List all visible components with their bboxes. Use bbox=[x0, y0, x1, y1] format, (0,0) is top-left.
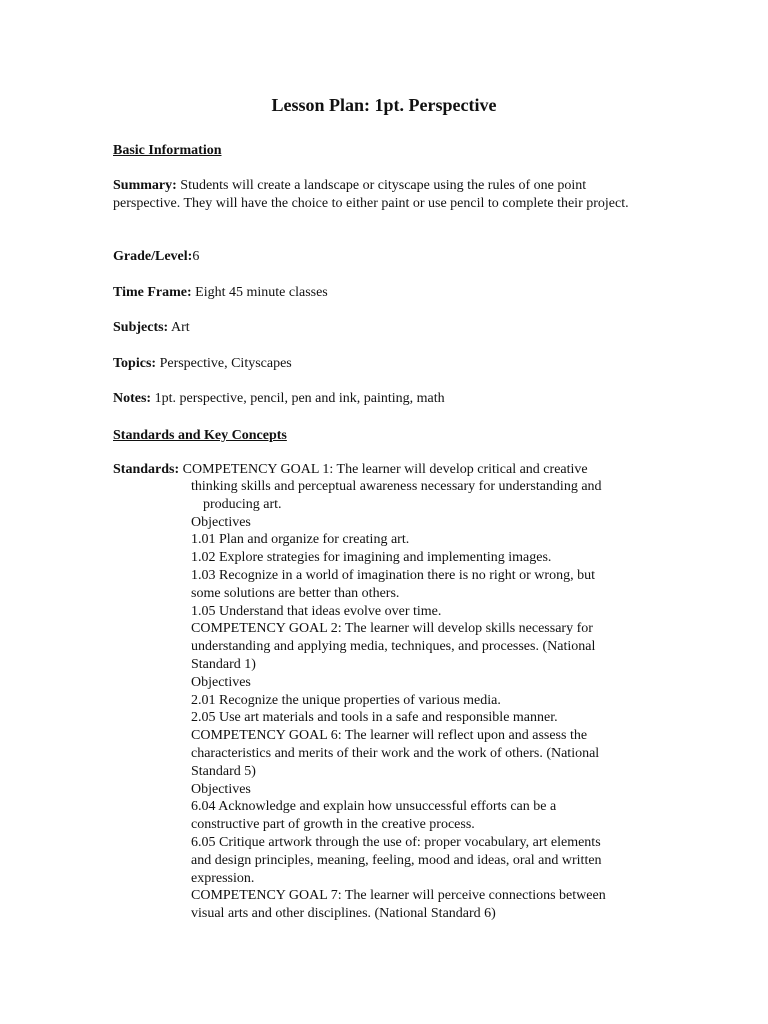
standards-line: characteristics and merits of their work and the work of others. (National bbox=[191, 745, 600, 761]
standards-line: COMPETENCY GOAL 6: The learner will reflect upon and assess the bbox=[191, 728, 588, 744]
notes-value: 1pt. perspective, pencil, pen and ink, painting, math bbox=[154, 391, 445, 406]
standards-line: expression. bbox=[191, 870, 255, 886]
standards-line: visual arts and other disciplines. (National Standard 6) bbox=[191, 906, 496, 922]
section-heading: Basic Information bbox=[113, 143, 222, 158]
summary-label: Summary: bbox=[113, 178, 177, 193]
grade-label: Grade/Level: bbox=[113, 249, 193, 264]
subjects-label: Subjects: bbox=[113, 320, 169, 335]
section-heading: Standards and Key Concepts bbox=[113, 428, 287, 443]
time-frame-label: Time Frame: bbox=[113, 285, 192, 300]
standards-line: constructive part of growth in the creative process. bbox=[191, 817, 475, 833]
standards-line: 2.01 Recognize the unique properties of various media. bbox=[191, 692, 501, 708]
standards-first-line bbox=[113, 461, 673, 479]
topics-value: Perspective, Cityscapes bbox=[159, 356, 292, 371]
standards-line: 1.01 Plan and organize for creating art. bbox=[191, 532, 410, 548]
standards-line: 1.03 Recognize in a world of imagination there is no right or wrong, but bbox=[191, 567, 595, 583]
time-frame-value: Eight 45 minute classes bbox=[195, 285, 328, 300]
standards-line: Standard 5) bbox=[191, 763, 256, 779]
summary-paragraph bbox=[113, 177, 643, 213]
page-title: Lesson Plan: 1pt. Perspective bbox=[271, 95, 497, 115]
subjects-value: Art bbox=[170, 320, 190, 335]
time-frame-row bbox=[113, 284, 643, 302]
grade-value: 6 bbox=[192, 249, 200, 264]
standards-line: COMPETENCY GOAL 1: The learner will develop critical and creative bbox=[182, 462, 588, 477]
standards-line: COMPETENCY GOAL 7: The learner will perceive connections between bbox=[191, 888, 606, 904]
standards-label: Standards: bbox=[113, 462, 180, 477]
summary-text: Students will create a landscape or cityscape using the rules of one point perspective. They will have the choice to either paint or use pencil to complete their project. bbox=[113, 178, 629, 211]
standards-line: Objectives bbox=[191, 674, 251, 690]
standards-line: Standard 1) bbox=[191, 656, 256, 672]
notes-row bbox=[113, 390, 643, 408]
standards-line: some solutions are better than others. bbox=[191, 585, 400, 601]
subjects-row bbox=[113, 319, 643, 337]
standards-heading bbox=[113, 427, 643, 445]
basic-info-heading bbox=[113, 142, 643, 160]
topics-row bbox=[113, 355, 643, 373]
standards-line: understanding and applying media, techniques, and processes. (National bbox=[191, 639, 596, 655]
standards-line: 6.04 Acknowledge and explain how unsuccessful efforts can be a bbox=[191, 799, 557, 815]
standards-line: 1.02 Explore strategies for imagining and implementing images. bbox=[191, 550, 552, 566]
standards-line: 2.05 Use art materials and tools in a safe and responsible manner. bbox=[191, 710, 558, 726]
standards-line: thinking skills and perceptual awareness necessary for understanding and bbox=[191, 479, 602, 494]
standards-line: and design principles, meaning, feeling, mood and ideas, oral and written bbox=[191, 852, 602, 868]
standards-line: producing art. bbox=[203, 496, 282, 512]
standards-line: 6.05 Critique artwork through the use of: proper vocabulary, art elements bbox=[191, 834, 601, 850]
standards-list bbox=[191, 478, 646, 923]
grade-row bbox=[113, 248, 643, 266]
standards-line: Objectives bbox=[191, 514, 251, 530]
standards-line: COMPETENCY GOAL 2: The learner will develop skills necessary for bbox=[191, 621, 593, 637]
topics-label: Topics: bbox=[113, 356, 157, 371]
standards-line: 1.05 Understand that ideas evolve over time. bbox=[191, 603, 442, 619]
standards-line: Objectives bbox=[191, 781, 251, 797]
notes-label: Notes: bbox=[113, 391, 152, 406]
